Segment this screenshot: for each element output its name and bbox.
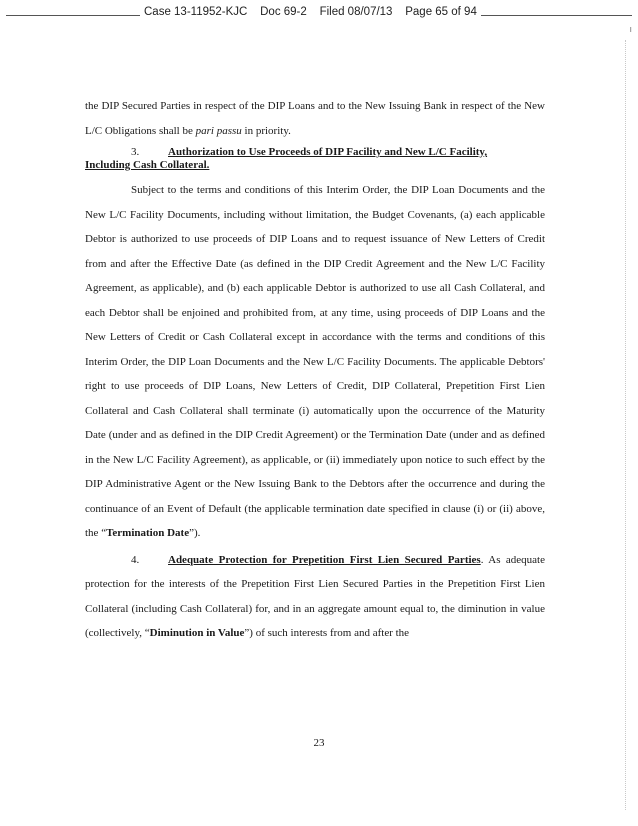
section-title: Adequate Protection for Prepetition First Lien Secured Parties: [168, 553, 481, 566]
filing-header: [0, 0, 638, 30]
scan-edge: [625, 40, 626, 810]
page-number: 23: [313, 737, 325, 749]
section-3-body: Subject to the terms and conditions of this Interim Order, the DIP Loan Documents and the New L/C Facility Documents, including without limitation, the Budget Covenants, (a) each applicable Debtor is authorized to use proceeds of DIP Loans and to request issuance of New Letters of Credit from and after the Effective Date (as defined in the DIP Credit Agreement and the New L/C Facility Agreement, as applicable), and (b) each applicable Debtor is authorized to use all Cash Collateral, and each Debtor shall be enjoined and prohibited from, at any time, using proceeds of DIP Loans and the New Letters of Credit or Cash Collateral except in accordance with the terms and conditions of this Interim Order, the DIP Loan Documents and the New L/C Facility Documents. The applicable Debtors' right to use proceeds of DIP Loans, New Letters of Credit, DIP Collateral, Prepetition First Lien Collateral and Cash Collateral shall terminate (i) automatically upon the occurrence of the Maturity Date (under and as defined in the DIP Credit Agreement) or the Termination Date (under and as defined in the New L/C Facility Agreement), as applicable, or (ii) immediately upon notice to such effect by the DIP Administrative Agent or the New Issuing Bank to the Debtors after the occurrence and during the continuance of an Event of Default (the applicable termination date specified in clause (i) or (ii) above, the “Termination Date”).: [85, 184, 545, 539]
document-body: [85, 94, 545, 646]
section-number: 4.: [131, 553, 140, 566]
section-3-heading: [85, 146, 545, 172]
section-number: 3.: [131, 146, 140, 158]
paragraph-continuation: the DIP Secured Parties in respect of the DIP Loans and to the New Issuing Bank in respect of the New L/C Obligations shall be pari passu in priority.: [85, 100, 545, 137]
defined-term: Diminution in Value: [149, 627, 245, 639]
section-title-cont: Including Cash Collateral.: [85, 159, 210, 171]
margin-mark: ı: [629, 24, 632, 34]
section-title: Authorization to Use Proceeds of DIP Facility and New L/C Facility,: [168, 146, 488, 158]
italic-term: pari passu: [195, 124, 242, 137]
case-caption: Case 13-11952-KJC Doc 69-2 Filed 08/07/13 Page 65 of 94: [140, 6, 481, 18]
section-4-paragraph: 4. Adequate Protection for Prepetition First Lien Secured Parties. As adequate protection for the interests of the Prepetition First Lien Secured Parties in the Prepetition First Lien Collateral (including Cash Collateral) for, and in an aggregate amount equal to, the diminution in value (collectively, “Diminution in Value”) of such interests from and after the: [85, 548, 545, 646]
defined-term: Termination Date: [106, 527, 190, 539]
